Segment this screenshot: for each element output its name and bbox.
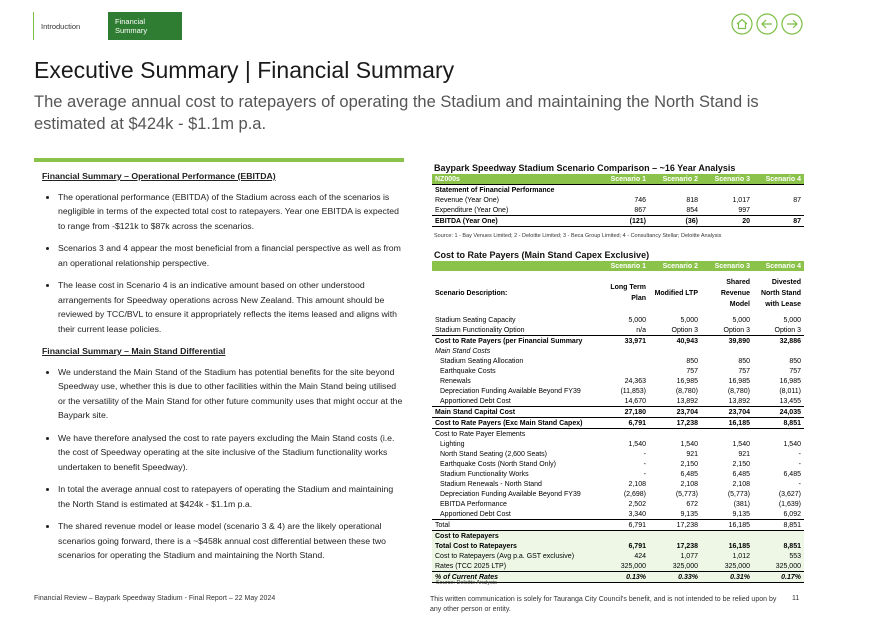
- tab-introduction[interactable]: Introduction: [33, 12, 93, 40]
- value-cell: 921: [738, 450, 750, 458]
- value-cell: 2,108: [680, 480, 698, 488]
- row-label: Expenditure (Year One): [435, 206, 509, 214]
- table-row: [432, 561, 804, 572]
- description-cell: Modified LTP: [654, 289, 698, 297]
- value-cell: -: [798, 460, 801, 468]
- description-cell: Long Term Plan: [610, 284, 646, 302]
- value-cell: 6,485: [680, 470, 698, 478]
- value-cell: 17,238: [649, 418, 701, 429]
- value-cell: 850: [686, 357, 698, 365]
- value-cell: n/a: [636, 326, 646, 334]
- bullet: • The operational performance (EBITDA) of the Stadium across each of the scenarios is negligible in terms of the expected total cost to ratepayers. Year one EBITDA is expected to range from -$121k to $87k across the scenarios.: [58, 190, 406, 234]
- row-label: North Stand Seating (2,600 Seats): [440, 450, 548, 458]
- value-cell: 8,851: [753, 541, 804, 551]
- table-row: [432, 376, 804, 386]
- value-cell: 8,851: [753, 418, 804, 429]
- value-cell: 39,890: [701, 336, 753, 347]
- row-label: Depreciation Funding Available Beyond FY39: [440, 490, 581, 498]
- value-cell: 921: [686, 450, 698, 458]
- row-label: Total Cost to Ratepayers: [432, 541, 597, 551]
- value-cell: 5,000: [628, 316, 646, 324]
- value-cell: 5,000: [783, 316, 801, 324]
- nav-icons: [731, 13, 803, 35]
- value-cell: 757: [789, 367, 801, 375]
- table-row: [432, 418, 804, 429]
- page-title: Executive Summary | Financial Summary: [34, 57, 455, 83]
- value-cell: 16,985: [728, 377, 750, 385]
- value-cell: 1,017: [732, 196, 750, 204]
- arrow-left-icon[interactable]: [756, 13, 778, 35]
- value-cell: Option 3: [723, 326, 750, 334]
- description-cell: Divested North Stand with Lease: [760, 278, 801, 308]
- value-cell: 33,971: [597, 336, 649, 347]
- row-label: Main Stand Capital Cost: [432, 407, 597, 418]
- row-label: Stadium Renewals - North Stand: [440, 480, 542, 488]
- value-cell: 6,791: [597, 541, 649, 551]
- tab-financial-summary[interactable]: Financial Summary: [108, 12, 182, 40]
- value-cell: Option 3: [671, 326, 698, 334]
- table-row: [432, 216, 804, 227]
- row-label: Cost to Rate Payers (per Financial Summary: [432, 336, 597, 347]
- value-cell: 23,704: [649, 407, 701, 418]
- table-row: [432, 356, 804, 366]
- value-cell: (1,639): [778, 500, 801, 508]
- value-cell: 27,180: [597, 407, 649, 418]
- value-cell: 2,108: [732, 480, 750, 488]
- scenario-description-row: [432, 271, 804, 315]
- table-row: [432, 407, 804, 418]
- table1-source: Source: 1 - Bay Venues Limited; 2 - Deloitte Limited; 3 - Beca Group Limited; 4 - Consultancy Stellar; Deloitte Analysis: [434, 233, 722, 239]
- value-cell: 424: [597, 551, 649, 561]
- home-icon[interactable]: [731, 13, 753, 35]
- value-cell: 1,540: [680, 440, 698, 448]
- value-cell: 2,108: [628, 480, 646, 488]
- value-cell: Option 3: [774, 326, 801, 334]
- value-cell: 13,455: [779, 397, 801, 405]
- value-cell: 325,000: [649, 561, 701, 572]
- table-row: [432, 551, 804, 561]
- value-cell: [753, 205, 804, 216]
- table-row: [432, 479, 804, 489]
- row-label: Apportioned Debt Cost: [440, 510, 511, 518]
- value-cell: (36): [649, 216, 701, 227]
- header-cell: Scenario 1: [597, 261, 649, 271]
- value-cell: 16,985: [779, 377, 801, 385]
- value-cell: 2,150: [680, 460, 698, 468]
- value-cell: 850: [789, 357, 801, 365]
- value-cell: 0.17%: [753, 572, 804, 583]
- bullet: • The lease cost in Scenario 4 is an indicative amount based on other understood arrangements for Speedway operations across New Zealand. This amount should be reviewed by TCC/BVL to ensure it appropriately reflects the items leased and aligns with their current lease policies.: [58, 278, 406, 336]
- bullet: • In total the average annual cost to ratepayers of operating the Stadium and maintaining the North Stand is estimated at $424k - $1.1m p.a.: [58, 482, 406, 511]
- row-label: Scenario Description:: [435, 289, 508, 297]
- section-row: [432, 531, 804, 542]
- table-row: [432, 509, 804, 520]
- table-row: [432, 205, 804, 216]
- value-cell: 867: [634, 206, 646, 214]
- section-label: Main Stand Costs: [435, 347, 491, 355]
- header-cell: Scenario 4: [753, 174, 804, 185]
- section-row: [432, 429, 804, 440]
- ebitda-heading: Financial Summary – Operational Performance (EBITDA): [42, 171, 276, 181]
- row-label: % of Current Rates: [432, 572, 597, 583]
- row-label: EBITDA (Year One): [432, 216, 597, 227]
- bullet: • We have therefore analysed the cost to rate payers excluding the Main Stand costs (i.e. the cost of Speedway operating at the site inclusive of the Stadium functionality works undertaken to benefit Speedway).: [58, 431, 406, 475]
- section-label: Cost to Ratepayers: [432, 531, 804, 542]
- value-cell: 2,150: [732, 460, 750, 468]
- row-label: EBITDA Performance: [440, 500, 507, 508]
- value-cell: 325,000: [701, 561, 753, 572]
- value-cell: 0.13%: [597, 572, 649, 583]
- summary-text: [38, 169, 406, 571]
- value-cell: 14,670: [624, 397, 646, 405]
- description-cell: Shared Revenue Model: [720, 278, 750, 308]
- section-label: Cost to Rate Payer Elements: [435, 430, 526, 438]
- value-cell: 672: [686, 500, 698, 508]
- header-cell: NZ000s: [432, 174, 597, 185]
- main-stand-bullets: [38, 365, 406, 563]
- value-cell: 16,985: [676, 377, 698, 385]
- table-row: [432, 325, 804, 336]
- row-label: Depreciation Funding Available Beyond FY39: [440, 387, 581, 395]
- table-row: [432, 366, 804, 376]
- value-cell: (5,773): [675, 490, 698, 498]
- scenario-comparison-table: [432, 174, 804, 227]
- value-cell: 20: [701, 216, 753, 227]
- value-cell: 1,540: [783, 440, 801, 448]
- value-cell: 8,851: [753, 520, 804, 531]
- value-cell: -: [643, 460, 646, 468]
- value-cell: 24,035: [753, 407, 804, 418]
- table-row: [432, 336, 804, 347]
- bullet: • We understand the Main Stand of the Stadium has potential benefits for the site beyond Speedway use, whether this is due to other facilities within the Main Stand being utilised or the versatility of the Main Stand for other future community uses that might occur at the Baypark site.: [58, 365, 406, 423]
- table-row: [432, 541, 804, 551]
- header-cell: Scenario 2: [649, 261, 701, 271]
- value-cell: 9,135: [732, 510, 750, 518]
- value-cell: (11,853): [620, 387, 646, 395]
- table-row: [432, 439, 804, 449]
- value-cell: 0.31%: [701, 572, 753, 583]
- header-cell: Scenario 1: [597, 174, 649, 185]
- section-divider: [34, 158, 404, 162]
- value-cell: 6,791: [597, 418, 649, 429]
- row-label: Rates (TCC 2025 LTP): [432, 561, 597, 572]
- cost-to-ratepayers-table: [432, 261, 804, 583]
- header-cell: Scenario 3: [701, 261, 753, 271]
- cost-table-title: Cost to Rate Payers (Main Stand Capex Exclusive): [434, 250, 650, 260]
- top-nav: [0, 0, 885, 44]
- value-cell: 6,791: [597, 520, 649, 531]
- value-cell: (121): [597, 216, 649, 227]
- value-cell: 40,943: [649, 336, 701, 347]
- row-label: Stadium Functionality Option: [435, 326, 525, 334]
- value-cell: 854: [686, 206, 698, 214]
- row-label: Revenue (Year One): [435, 196, 499, 204]
- table-header: [432, 174, 804, 185]
- footer-disclaimer: This written communication is solely for Tauranga City Council's benefit, and is not intended to be relied upon by any other person or entity.: [430, 596, 777, 613]
- value-cell: 87: [793, 196, 801, 204]
- row-label: Earthquake Costs (North Stand Only): [440, 460, 556, 468]
- row-label: Cost to Ratepayers (Avg p.a. GST exclusive): [432, 551, 597, 561]
- table-row: [432, 459, 804, 469]
- value-cell: 5,000: [680, 316, 698, 324]
- value-cell: 746: [634, 196, 646, 204]
- row-label: Stadium Seating Capacity: [435, 316, 516, 324]
- table-row: [432, 499, 804, 509]
- table-row: [432, 489, 804, 499]
- header-cell: Scenario 4: [753, 261, 804, 271]
- value-cell: 3,340: [628, 510, 646, 518]
- value-cell: (8,011): [779, 387, 801, 395]
- page-subtitle: The average annual cost to ratepayers of operating the Stadium and maintaining the North Stand is estimated at $424k - $1.1m p.a.: [34, 93, 759, 133]
- value-cell: 997: [738, 206, 750, 214]
- ebitda-bullets: [38, 190, 406, 337]
- value-cell: 32,886: [753, 336, 804, 347]
- value-cell: 1,077: [649, 551, 701, 561]
- value-cell: 5,000: [732, 316, 750, 324]
- scenario-comparison-title: Baypark Speedway Stadium Scenario Comparison – ~16 Year Analysis: [434, 163, 736, 173]
- value-cell: (381): [733, 500, 750, 508]
- bullet: • The shared revenue model or lease model (scenario 3 & 4) are the likely operational scenarios going forward, there is a ~$458k annual cost differential between these two scenarios for operating the Stadium and maintaining the North Stand.: [58, 519, 406, 563]
- value-cell: 17,238: [649, 541, 701, 551]
- main-stand-heading: Financial Summary – Main Stand Differential: [42, 346, 226, 356]
- section-row: [432, 346, 804, 356]
- value-cell: 0.33%: [649, 572, 701, 583]
- value-cell: 6,485: [732, 470, 750, 478]
- value-cell: 13,892: [676, 397, 698, 405]
- value-cell: (3,627): [778, 490, 801, 498]
- table-row: [432, 386, 804, 396]
- value-cell: 13,892: [728, 397, 750, 405]
- row-label: Stadium Seating Allocation: [440, 357, 524, 365]
- footer-left: Financial Review – Baypark Speedway Stadium - Final Report – 22 May 2024: [34, 595, 276, 602]
- value-cell: -: [643, 450, 646, 458]
- value-cell: 757: [738, 367, 750, 375]
- value-cell: 24,363: [624, 377, 646, 385]
- page-number: 11: [792, 595, 800, 602]
- value-cell: 553: [753, 551, 804, 561]
- row-label: Earthquake Costs: [440, 367, 496, 375]
- value-cell: -: [798, 480, 801, 488]
- bullet: • Scenarios 3 and 4 appear the most beneficial from a financial perspective as well as from an operational relationship perspective.: [58, 241, 406, 270]
- row-label: Lighting: [440, 440, 465, 448]
- table-row: [432, 195, 804, 205]
- header-cell: Scenario 3: [701, 174, 753, 185]
- row-label: Cost to Rate Payers (Exc Main Stand Capex): [432, 418, 597, 429]
- table-row: [432, 469, 804, 479]
- value-cell: 2,502: [628, 500, 646, 508]
- table-row: [432, 315, 804, 325]
- value-cell: 325,000: [753, 561, 804, 572]
- value-cell: 23,704: [701, 407, 753, 418]
- value-cell: [597, 366, 649, 376]
- value-cell: 16,185: [701, 520, 753, 531]
- arrow-right-icon[interactable]: [781, 13, 803, 35]
- value-cell: 818: [686, 196, 698, 204]
- table-header: [432, 261, 804, 271]
- table2-source: Source: Deloitte Analysis: [436, 580, 497, 586]
- section-row: [432, 185, 804, 196]
- value-cell: 757: [686, 367, 698, 375]
- value-cell: 325,000: [597, 561, 649, 572]
- value-cell: (5,773): [727, 490, 750, 498]
- header-cell: Scenario 2: [649, 174, 701, 185]
- table-row: [432, 520, 804, 531]
- value-cell: 1,540: [628, 440, 646, 448]
- value-cell: 1,012: [701, 551, 753, 561]
- value-cell: [597, 356, 649, 366]
- row-label: Renewals: [440, 377, 471, 385]
- value-cell: 87: [753, 216, 804, 227]
- value-cell: 16,185: [701, 418, 753, 429]
- value-cell: (8,780): [727, 387, 750, 395]
- row-label: Stadium Functionality Works: [440, 470, 529, 478]
- section-label: Statement of Financial Performance: [432, 185, 804, 196]
- value-cell: 1,540: [732, 440, 750, 448]
- table-row: [432, 449, 804, 459]
- value-cell: 16,185: [701, 541, 753, 551]
- value-cell: -: [798, 450, 801, 458]
- header-cell: [432, 261, 597, 271]
- table-row: [432, 396, 804, 407]
- value-cell: 6,092: [783, 510, 801, 518]
- value-cell: 850: [738, 357, 750, 365]
- value-cell: 6,485: [783, 470, 801, 478]
- value-cell: -: [643, 470, 646, 478]
- row-label: Total: [432, 520, 597, 531]
- value-cell: 9,135: [680, 510, 698, 518]
- value-cell: 17,238: [649, 520, 701, 531]
- value-cell: (8,780): [675, 387, 698, 395]
- row-label: Apportioned Debt Cost: [440, 397, 511, 405]
- value-cell: (2,698): [623, 490, 646, 498]
